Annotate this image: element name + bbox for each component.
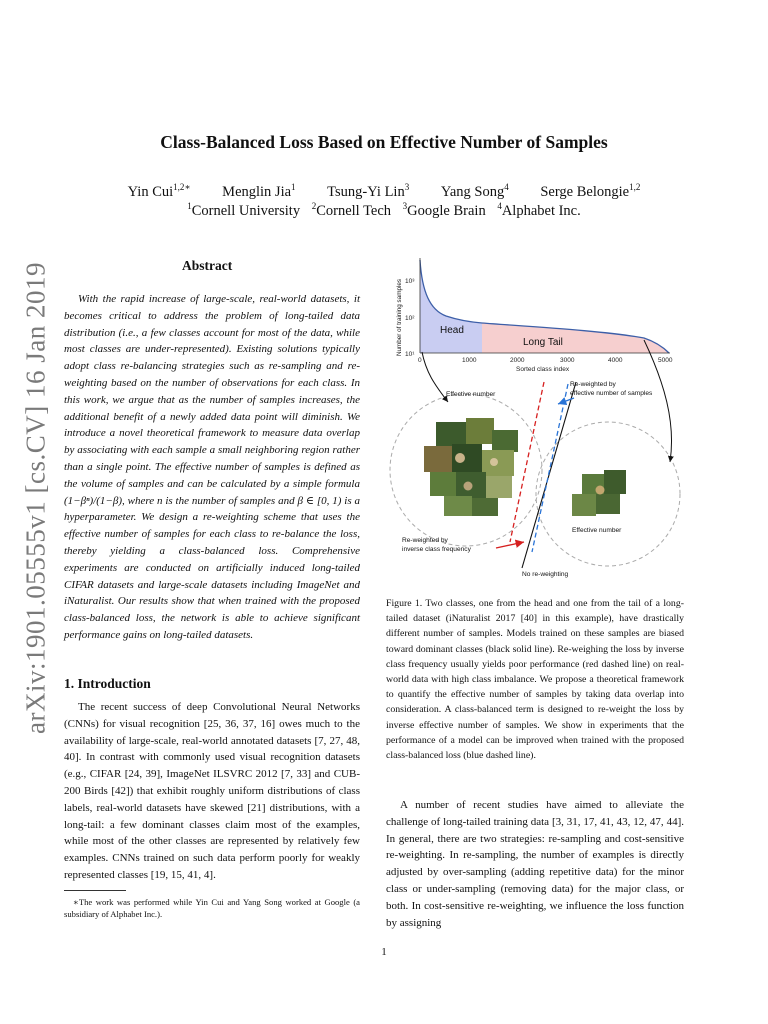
effective-number-label-tail: Effective number <box>572 527 622 534</box>
figure-1-illustration <box>386 252 686 590</box>
footnote-divider <box>64 890 126 891</box>
y-axis-label: Number of training samples <box>396 279 403 356</box>
effective-number-label-head: Effective number <box>446 391 496 398</box>
reweight-effective-label: effective number of samples <box>570 390 653 397</box>
tail-label: Long Tail <box>523 337 563 348</box>
affiliation: $^1$Cornell University <box>187 201 301 219</box>
tail-class-samples <box>572 470 626 516</box>
reweight-inverse-label: inverse class frequency <box>402 546 471 553</box>
author-block <box>0 183 768 221</box>
x-tick-label: 3000 <box>560 357 575 364</box>
abstract-text: With the rapid increase of large-scale, real-world datasets, it becomes critical to address the problem of long-tailed data distribution (i.e., a few classes account for most of the data, while most classes are under-represented). Existing solutions typically adopt class re-balancing strategies such as re-sampling and re-weighting based on the number of observations for each class. In this work, we argue that as the number of samples increases, the additional benefit of a newly added data point will diminish. We introduce a novel theoretical framework to measure data overlap by associating with each sample a small neighboring region rather than a single point. The effective number of samples is defined as the volume of samples and can be calculated by a simple formula (1−βⁿ)/(1−β), where n is the number of samples and β ∈ [0, 1) is a hyperparameter. We design a re-weighting scheme that uses the effective number of samples for each class to re-balance the loss, thereby yielding a class-balanced loss. Comprehensive experiments are conducted on artificially induced long-tailed CIFAR datasets and large-scale datasets including ImageNet and iNaturalist. Our results show that when trained with the proposed class-balanced loss, the network is able to achieve significant performance gains on long-tailed datasets. <box>64 293 360 641</box>
no-reweighting-label: No re-weighting <box>522 571 569 578</box>
head-class-samples <box>424 418 518 516</box>
x-tick-label: 0 <box>418 357 422 364</box>
right-column-text: A number of recent studies have aimed to alleviate the challenge of long-tailed training data [3, 31, 17, 41, 43, 12, 47, 44]. In general, there are two strategies: re-sampling and cost-sensitive re-weighting. In re-sampling, the number of examples is directly adjusted by over-sampling (adding repetitive data) for the minor class or under-sampling (removing data) for the major class, or both. In cost-sensitive re-weighting, we influence the loss function by assigning <box>386 799 684 929</box>
abstract-column <box>64 291 360 644</box>
x-tick-label: 5000 <box>658 357 673 364</box>
author: Yin Cui$^{1,2∗}$ <box>127 182 191 200</box>
abstract-heading: Abstract <box>182 258 233 273</box>
head-label: Head <box>440 325 464 336</box>
effective-number-line <box>532 384 568 552</box>
x-tick-label: 4000 <box>608 357 623 364</box>
author: Menglin Jia$^1$ <box>222 182 296 200</box>
x-tick-label: 1000 <box>462 357 477 364</box>
y-tick-label: 10¹ <box>405 351 415 358</box>
reweight-effective-label: Re-weighted by <box>570 381 616 388</box>
affiliation: $^3$Google Brain <box>402 201 486 219</box>
head-region <box>420 260 482 353</box>
figure-1 <box>386 252 686 590</box>
affiliation: $^2$Cornell Tech <box>311 201 392 219</box>
page-number: 1 <box>381 946 387 958</box>
y-tick-label: 10³ <box>405 278 415 285</box>
red-label-arrow <box>496 542 524 548</box>
affiliation: $^4$Alphabet Inc. <box>497 201 581 219</box>
y-tick-label: 10² <box>405 315 415 322</box>
blue-label-arrow <box>558 398 574 404</box>
reweight-inverse-label: Re-weighted by <box>402 537 448 544</box>
long-tail-plot <box>396 258 673 373</box>
x-tick-label: 2000 <box>510 357 525 364</box>
intro-text: The recent success of deep Convolutional Neural Networks (CNNs) for visual recognition [25, 36, 37, 16] owes much to the availability of large-scale, real-world annotated datasets [7, 27, 48, 40]. In contrast with commonly used visual recognition datasets (e.g., CIFAR [24, 39], ImageNet ILSVRC 2012 [7, 33] and CUB-200 Birds [42]) that exhibit roughly uniform distributions of class labels, real-world datasets have skewed [21] distributions, with a long-tail: a few dominant classes claim most of the examples, while most of the other classes are represented by relatively few examples. CNNs trained on such data perform poorly for weakly represented classes [19, 15, 41, 4]. <box>64 701 360 881</box>
head-arrow <box>422 352 448 402</box>
author: Tsung-Yi Lin$^3$ <box>327 182 410 200</box>
footnote: ∗The work was performed while Yin Cui and Yang Song worked at Google (a subsidiary of Alphabet Inc.). <box>64 897 360 919</box>
figure-caption: Figure 1. Two classes, one from the head and one from the tail of a long-tailed dataset (iNaturalist 2017 [40] in this example), have drastically different number of samples. Models trained on these samples are biased toward dominant classes (black solid line). Re-weighing the loss by inverse class frequency usually yields poor performance (red dashed line) on real-world data with high class imbalance. We propose a theoretical framework to quantify the effective number of samples by taking data overlap into consideration. A class-balanced term is designed to re-weight the loss by inverse effective number of samples. We show in experiments that the performance of a model can be improved when trained with the proposed class-balanced loss (blue dashed line). <box>386 598 684 762</box>
author: Serge Belongie$^{1,2}$ <box>540 182 641 200</box>
x-axis-label: Sorted class index <box>516 366 570 373</box>
intro-heading: 1. Introduction <box>64 676 151 691</box>
author: Yang Song$^4$ <box>440 182 509 200</box>
affiliation-list <box>0 202 768 221</box>
author-list <box>0 183 768 202</box>
paper-title: Class-Balanced Loss Based on Effective Number of Samples <box>160 132 608 152</box>
arxiv-stamp: arXiv:1901.05555v1 [cs.CV] 16 Jan 2019 <box>20 262 51 734</box>
